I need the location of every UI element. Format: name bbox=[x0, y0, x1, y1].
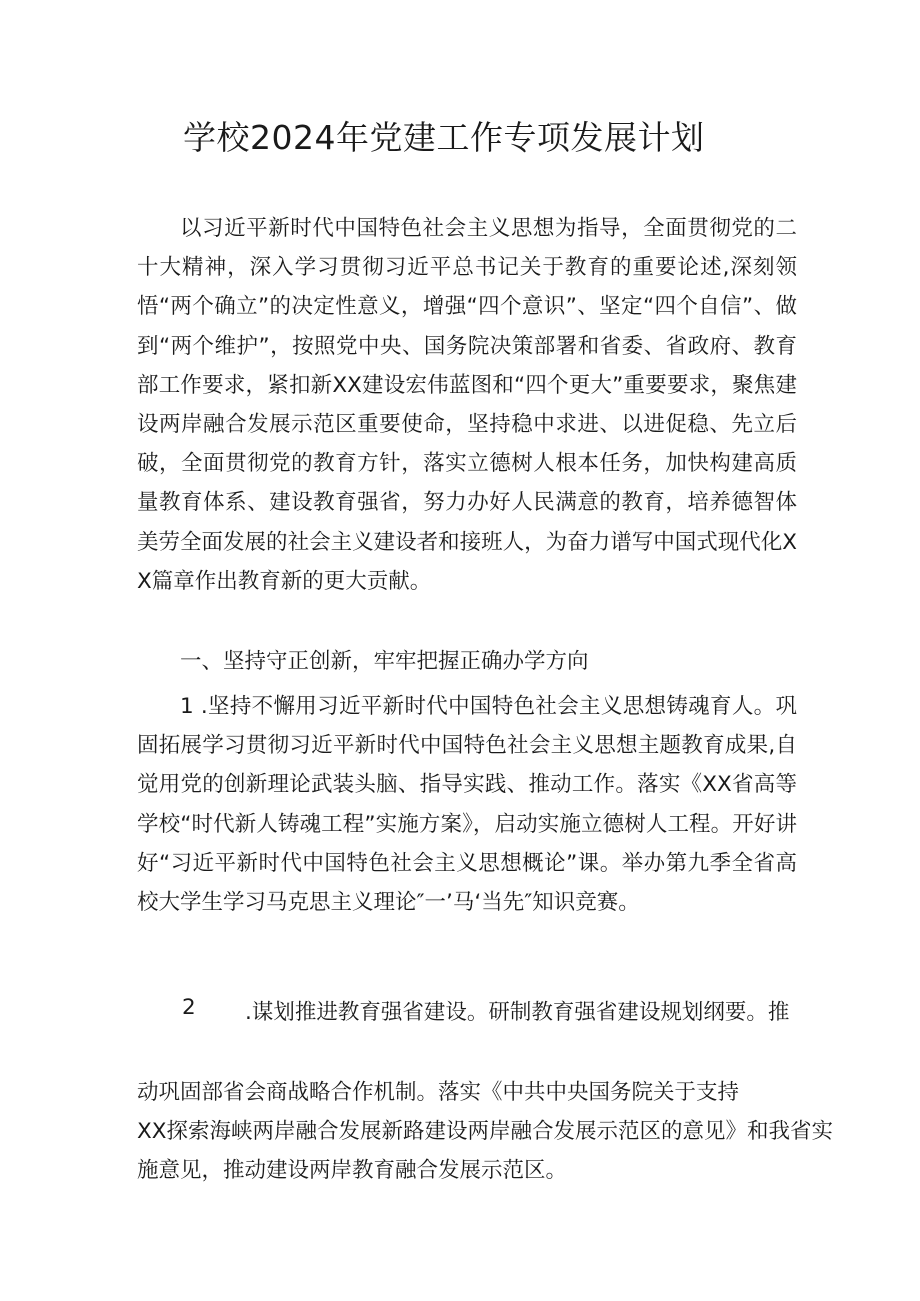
section-heading: 一、坚持守正创新，牢牢把握正确办学方向 bbox=[180, 649, 589, 674]
item-2-number: 2 bbox=[182, 995, 196, 1020]
item-1-paragraph: 1 .坚持不懈用习近平新时代中国特色社会主义思想铸魂育人。巩固拓展学习贯彻习近平新时代中国特色社会主义思想主题教育成果,自觉用党的创新理论武装头脑、指导实践、推动工作。落实《XX省高等学校“时代新人铸魂工程”实施方案》，启动实施立德树人工程。开好讲好“习近平新时代中国特色社会主义思想概论”课。举办第九季全省高校大学生学习马克思主义理论″一’马‘当先″知识竞赛。 bbox=[137, 694, 797, 916]
document-title: 学校2024年党建工作专项发展计划 bbox=[183, 118, 705, 157]
item-2-line: XX探索海峡两岸融合发展新路建设两岸融合发展示范区的意见》和我省实 bbox=[137, 1119, 833, 1144]
item-2-line: 动巩固部省会商战略合作机制。落实《中共中央国务院关于支持 bbox=[137, 1080, 740, 1105]
item-2-line: 施意见，推动建设两岸教育融合发展示范区。 bbox=[137, 1158, 568, 1183]
item-2-line: .谋划推进教育强省建设。研制教育强省建设规划纲要。推 bbox=[245, 1000, 790, 1025]
intro-paragraph: 以习近平新时代中国特色社会主义思想为指导，全面贯彻党的二十大精神，深入学习贯彻习近平总书记关于教育的重要论述,深刻领悟“两个确立”的决定性意义，增强“四个意识”、坚定“四个自信”、做到“两个维护”，按照党中央、国务院决策部署和省委、省政府、教育部工作要求，紧扣新XX建设宏伟蓝图和“四个更大”重要要求，聚焦建设两岸融合发展示范区重要使命，坚持稳中求进、以进促稳、先立后破，全面贯彻党的教育方针，落实立德树人根本任务，加快构建高质量教育体系、建设教育强省，努力办好人民满意的教育，培养德智体美劳全面发展的社会主义建设者和接班人，为奋力谱写中国式现代化XX篇章作出教育新的更大贡献。 bbox=[137, 216, 797, 594]
